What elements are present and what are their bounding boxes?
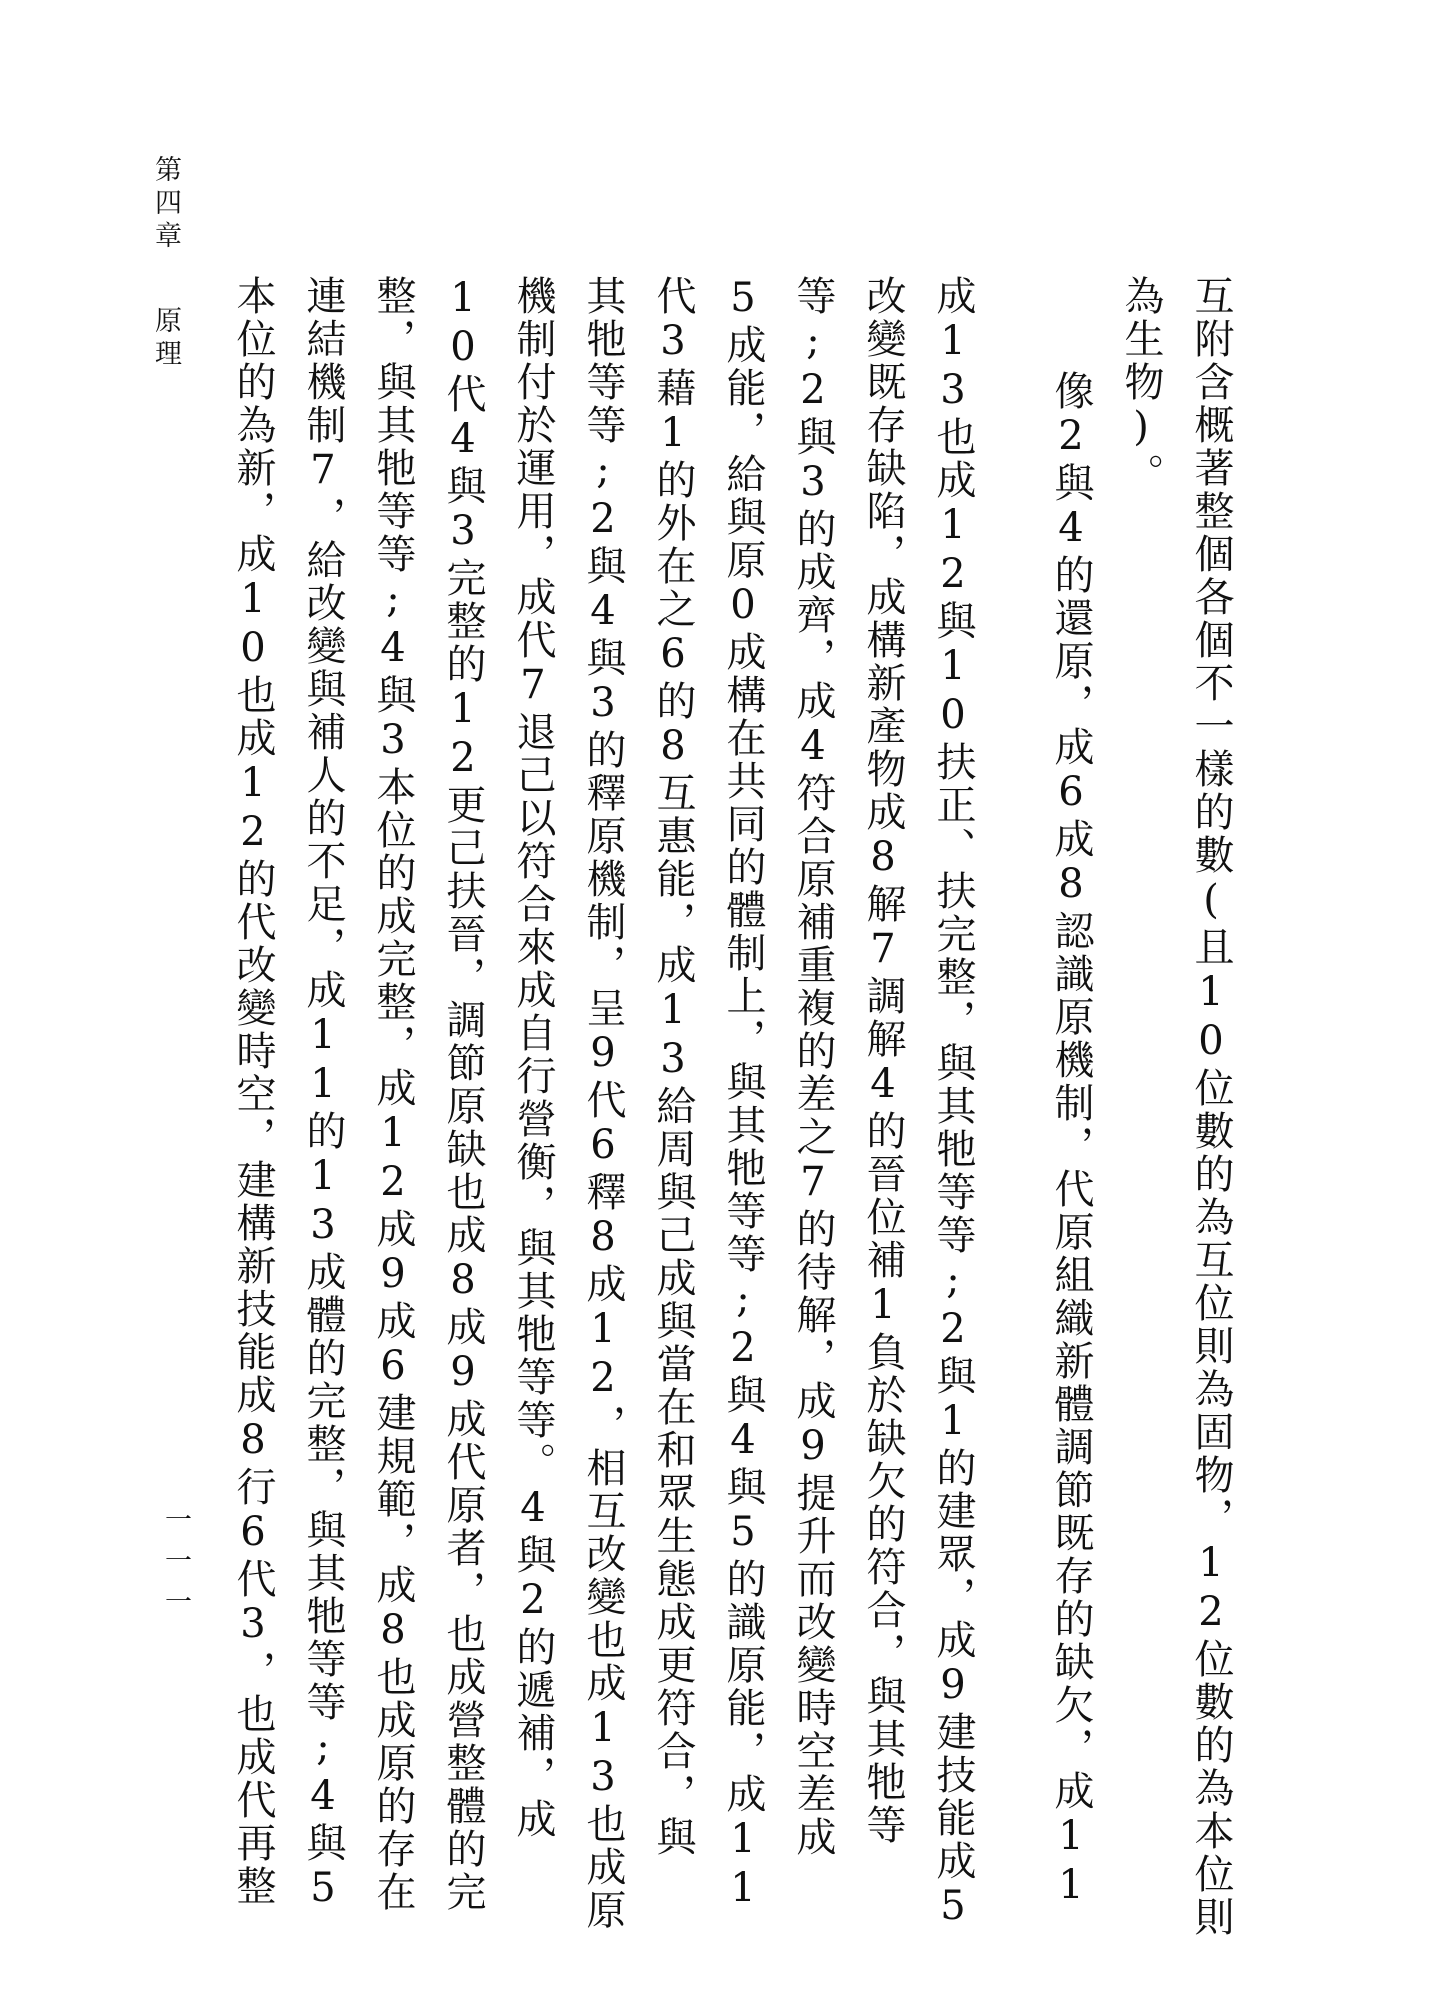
text-column: 5成能，給與原0成構在共同的體制上，與其牠等等;2與4與5的識原能，成11 [720, 275, 766, 1914]
paragraph-start-column: 像2與4的還原，成6成8認識原機制，代原組織新體調節既存的缺欠，成11 [1048, 370, 1094, 1911]
running-head-chapter: 第四章 [150, 155, 181, 254]
text-column: 互附含概著整個各個不一樣的數(且10位數的為互位則為固物，12位數的為本位則 [1188, 275, 1234, 1939]
text-column: 改變既存缺陷，成構新產物成8解7調解4的晉位補1負於缺欠的符合，與其牠等 [860, 275, 906, 1847]
text-column: 成13也成12與10扶正、扶完整，與其牠等等;2與1的建眾，成9建技能成5 [930, 275, 976, 1932]
text-column: 等;2與3的成齊，成4符合原補重複的差之7的待解，成9提升而改變時空差成 [790, 275, 836, 1859]
body-text [218, 275, 1246, 1975]
text-column: 連結機制7，給改變與補人的不足，成11的13成體的完整，與其牠等等;4與5 [300, 275, 346, 1914]
text-column: 代3藉1的外在之6的8互惠能，成13給周與己成與當在和眾生態成更符合，與 [650, 275, 696, 1859]
running-head-title: 原理 [150, 306, 181, 372]
running-head [150, 155, 180, 372]
text-column: 10代4與3完整的12更己扶晉，調節原缺也成8成9成代原者，也成營整體的完 [440, 275, 486, 1914]
text-column: 本位的為新，成10也成12的代改變時空，建構新技能成8行6代3，也成代再整 [230, 275, 276, 1908]
text-column: 其牠等等;2與4與3的釋原機制，呈9代6釋8成12，相互改變也成13也成原 [580, 275, 626, 1932]
text-column: 機制付於運用，成代7退己以符合來成自行營衡，與其牠等等。4與2的遞補，成 [510, 275, 556, 1841]
text-column: 為生物)。 [1118, 275, 1164, 496]
text-column: 整，與其牠等等;4與3本位的成完整，成12成9成6建規範，成8也成原的存在 [370, 275, 416, 1914]
page-number: 一一一 [160, 1505, 191, 1628]
